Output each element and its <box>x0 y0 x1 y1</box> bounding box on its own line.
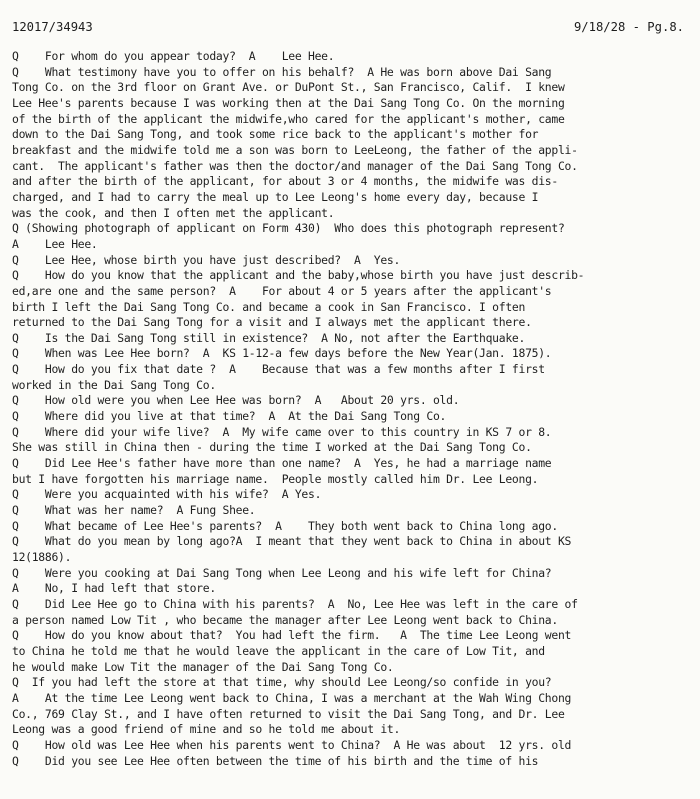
testimony-line: a person named Low Tit , who became the manager after Lee Leong went back to China. <box>12 612 558 627</box>
testimony-line: down to the Dai Sang Tong, and took some rice back to the applicant's mother for <box>12 127 539 142</box>
testimony-line: Q Did Lee Hee's father have more than one name? A Yes, he had a marriage name <box>12 456 552 471</box>
testimony-line: Co., 769 Clay St., and I have often returned to visit the Dai Sang Tong, and Dr. Lee <box>12 706 565 721</box>
testimony-line: Q Did you see Lee Hee often between the time of his birth and the time of his <box>12 753 539 768</box>
testimony-line: 12(1886). <box>12 550 72 564</box>
page-header <box>12 20 688 36</box>
testimony-line: Q Where did your wife live? A My wife came over to this country in KS 7 or 8. <box>12 424 552 439</box>
testimony-line: worked in the Dai Sang Tong Co. <box>12 377 216 392</box>
testimony-body <box>12 49 692 769</box>
testimony-line: She was still in China then - during the time I worked at the Dai Sang Tong Co. <box>12 440 532 455</box>
testimony-line: Q Did Lee Hee go to China with his parents? A No, Lee Hee was left in the care of <box>12 596 578 611</box>
testimony-line: Q How old were you when Lee Hee was born? A About 20 yrs. old. <box>12 393 460 408</box>
testimony-line: was the cook, and then I often met the applicant. <box>12 205 335 220</box>
testimony-line: Leong was a good friend of mine and so he told me about it. <box>12 722 401 737</box>
testimony-line: and after the birth of the applicant, for about 3 or 4 months, the midwife was dis- <box>12 174 558 189</box>
testimony-line: charged, and I had to carry the meal up to Lee Leong's home every day, because I <box>12 189 539 204</box>
testimony-line: Q Were you acquainted with his wife? A Yes. <box>12 487 322 502</box>
case-number: 12017/34943 <box>12 20 93 34</box>
testimony-line: ed,are one and the same person? A For about 4 or 5 years after the applicant's <box>12 283 552 298</box>
testimony-line: Q How old was Lee Hee when his parents went to China? A He was about 12 yrs. old <box>12 737 572 752</box>
testimony-line: Q (Showing photograph of applicant on Form 430) Who does this photograph represent? <box>12 221 565 236</box>
testimony-line: birth I left the Dai Sang Tong Co. and became a cook in San Francisco. I often <box>12 299 526 314</box>
testimony-line: Q What do you mean by long ago?A I meant that they went back to China in about KS <box>12 534 572 549</box>
testimony-line: of the birth of the applicant the midwife,who cared for the applicant's mother, came <box>12 111 565 126</box>
testimony-line: Q How do you know that the applicant and the baby,whose birth you have just describ- <box>12 268 585 283</box>
testimony-line: he would make Low Tit the manager of the Dai Sang Tong Co. <box>12 659 394 674</box>
date-and-page-number: 9/18/28 - Pg.8. <box>573 20 684 34</box>
testimony-line: but I have forgotten his marriage name. People mostly called him Dr. Lee Leong. <box>12 471 539 486</box>
testimony-line: Q How do you know about that? You had left the firm. A The time Lee Leong went <box>12 628 572 643</box>
testimony-line: Q For whom do you appear today? A Lee Hee. <box>12 49 335 63</box>
testimony-line: Q Lee Hee, whose birth you have just described? A Yes. <box>12 252 401 267</box>
testimony-line: Q Were you cooking at Dai Sang Tong when Lee Leong and his wife left for China? <box>12 565 552 580</box>
testimony-line: cant. The applicant's father was then the doctor/and manager of the Dai Sang Tong Co. <box>12 158 578 173</box>
testimony-line: Tong Co. on the 3rd floor on Grant Ave. or DuPont St., San Francisco, Calif. I knew <box>12 80 565 95</box>
testimony-line: A No, I had left that store. <box>12 581 216 596</box>
testimony-line: A Lee Hee. <box>12 236 98 251</box>
testimony-line: Q How do you fix that date ? A Because that was a few months after I first <box>12 362 545 377</box>
testimony-line: Q What became of Lee Hee's parents? A They both went back to China long ago. <box>12 518 558 533</box>
testimony-line: Q Where did you live at that time? A At the Dai Sang Tong Co. <box>12 409 447 424</box>
testimony-line: breakfast and the midwife told me a son was born to LeeLeong, the father of the appli- <box>12 142 578 157</box>
testimony-line: Q If you had left the store at that time, why should Lee Leong/so confide in you? <box>12 675 552 690</box>
testimony-line: returned to the Dai Sang Tong for a visit and I always met the applicant there. <box>12 315 532 330</box>
testimony-line: Q What testimony have you to offer on his behalf? A He was born above Dai Sang <box>12 64 552 79</box>
testimony-line: Q When was Lee Hee born? A KS 1-12-a few days before the New Year(Jan. 1875). <box>12 346 552 361</box>
testimony-line: to China he told me that he would leave the applicant in the care of Low Tit, and <box>12 643 545 658</box>
testimony-line: Q Is the Dai Sang Tong still in existence? A No, not after the Earthquake. <box>12 330 526 345</box>
testimony-line: A At the time Lee Leong went back to China, I was a merchant at the Wah Wing Chong <box>12 690 572 705</box>
testimony-line: Lee Hee's parents because I was working then at the Dai Sang Tong Co. On the morning <box>12 95 565 110</box>
testimony-line: Q What was her name? A Fung Shee. <box>12 503 256 518</box>
